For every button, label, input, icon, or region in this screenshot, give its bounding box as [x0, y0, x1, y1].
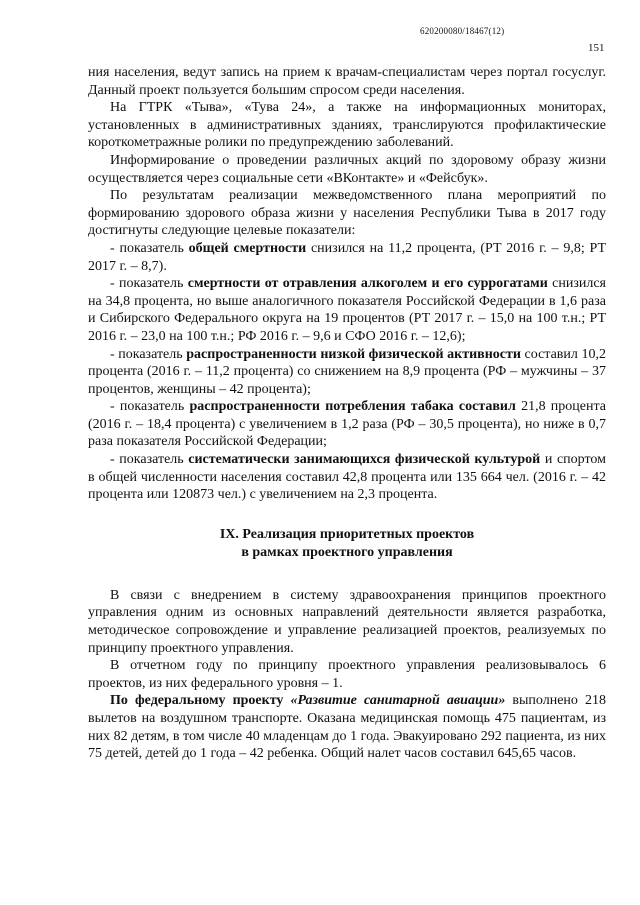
bullet-text: снизился на 34,8 процента, но выше аналогичного показателя Российской Федерации в 1,6 раза и Сибирского Федерального округа на 19 процентов (РТ 2017 г. – 15,0 на 100 т.н.; РТ 2016 г. – 23,0 на 100 т.н.; РФ 2016 г. – 9,6 и СФО 2016 г. – 12,6); [88, 276, 606, 344]
bullet-prefix: - показатель [110, 346, 187, 362]
page-number: 151 [588, 42, 605, 54]
paragraph-results-intro: По результатам реализации межведомственного плана мероприятий по формированию здорового образа жизни у населения Республики Тыва в 2017 году достигнуты следующие целевые показатели: [88, 188, 606, 239]
bullet-indicator-name: распространенности низкой физической активности [186, 346, 521, 362]
bullet-text: снизился на 11,2 процента, (РТ 2016 г. – 9,8; РТ 2017 г. – 8,7). [88, 240, 607, 274]
bullet-sports [88, 451, 606, 504]
bullet-text: составил 10,2 процента (2016 г. – 11,2 процента) со снижением на 8,9 процента (РФ – мужчины – 37 процентов, женщины – 42 процента); [88, 346, 606, 397]
bullet-general-mortality [88, 240, 606, 275]
bullet-indicator-name: распространенности потребления табака составил [189, 399, 516, 415]
bullet-prefix: - показатель [110, 452, 189, 468]
section-title-line2: в рамках проектного управления [241, 544, 453, 560]
paragraph-social-networks: Информирование о проведении различных акций по здоровому образу жизни осуществляется через социальные сети «ВКонтакте» и «Фейсбук». [88, 152, 606, 186]
paragraph-continuation: ния населения, ведут запись на прием к врачам-специалистам через портал госуслуг. Данный проект пользуется большим спросом среди населения. [88, 65, 606, 98]
bullet-prefix: - показатель [110, 399, 190, 415]
page-content [88, 64, 606, 763]
section-heading [88, 526, 606, 562]
bullet-alcohol-mortality [88, 275, 606, 345]
bullet-text: и спортом в общей численности населения составил 42,8 процента или 135 664 чел. (2016 г. – 42 процента или 120873 чел.) с увеличением на 2,3 процента. [88, 452, 606, 503]
project-label: По федеральному проекту [110, 693, 291, 709]
project-text: выполнено 218 вылетов на воздушном транспорте. Оказана медицинская помощь 475 пациентам, из них 82 детям, в том числе 40 младенцам до 1 года. Эвакуировано 292 пациента, из них 75 детей, детей до 1 года – 42 ребенка. Общий налет часов составил 645,65 часов. [88, 693, 607, 762]
bullet-prefix: - показатель [110, 240, 189, 256]
paragraph-air-ambulance [88, 692, 606, 762]
paragraph-project-management: В связи с внедрением в систему здравоохранения принципов проектного управления одним из основных направлений деятельности является разработка, методическое сопровождение и управление реализацией проектов, реализуемых по принципу проектного управления. [88, 587, 606, 656]
bullet-text: 21,8 процента (2016 г. – 18,4 процента) с увеличением в 1,2 раза (РФ – 30,5 процента), но ниже в 0,7 раза показателя Российской Федерации; [88, 399, 606, 450]
bullet-prefix: - показатель [110, 276, 188, 292]
bullet-tobacco [88, 398, 606, 451]
section-title-line1: IX. Реализация приоритетных проектов [219, 526, 475, 542]
bullet-indicator-name: смертности от отравления алкоголем и его суррогатами [187, 276, 548, 292]
paragraph-tv-broadcast: На ГТРК «Тыва», «Тува 24», а также на информационных мониторах, установленных в административных зданиях, транслируются профилактические короткометражные ролики по предупреждению заболеваний. [88, 100, 606, 151]
bullet-indicator-name: общей смертности [188, 240, 307, 256]
document-id: 620200080/18467(12) [420, 26, 505, 36]
bullet-indicator-name: систематически занимающихся физической культурой [188, 452, 541, 468]
paragraph-projects-count: В отчетном году по принципу проектного управления реализовывалось 6 проектов, из них федерального уровня – 1. [88, 658, 606, 691]
project-name: «Развитие санитарной авиации» [290, 693, 506, 709]
bullet-low-activity [88, 346, 606, 399]
